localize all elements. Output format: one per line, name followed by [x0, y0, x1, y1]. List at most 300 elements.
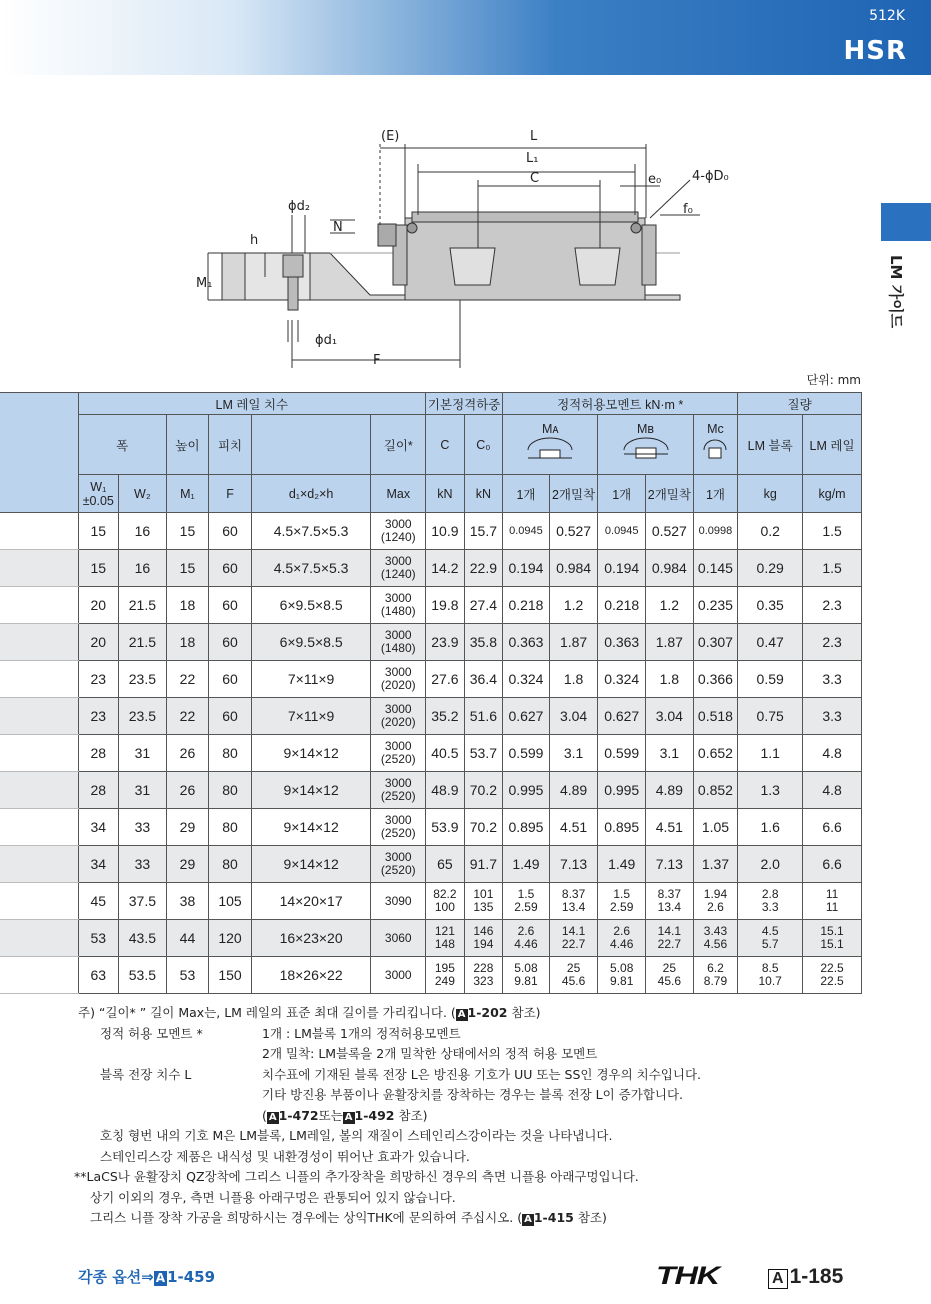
sub-w2: W₂	[119, 475, 167, 513]
row-blank-cell	[0, 883, 78, 920]
cell-ma-two-value: 0.527	[556, 523, 592, 539]
cell-mb-two	[646, 550, 694, 587]
cell-f-value: 60	[222, 523, 238, 539]
cell-ma-one	[503, 624, 550, 661]
cell-dh	[251, 587, 371, 624]
options-link[interactable]	[78, 1266, 215, 1287]
cell-mb-two-value: 0.984	[651, 560, 687, 576]
note-grease	[78, 1208, 607, 1229]
note-ref-open: (	[262, 1107, 267, 1123]
row-blank-cell	[0, 661, 78, 698]
cell-w2-value: 21.5	[128, 634, 156, 650]
cell-c0	[464, 624, 503, 661]
group-rail-dims: LM 레일 치수	[78, 393, 426, 415]
cell-m1	[166, 772, 209, 809]
cell-f	[209, 735, 252, 772]
cell-w1-value: 34	[90, 819, 107, 835]
cell-c0-value: 22.9	[469, 560, 498, 576]
cell-c-value: 65	[437, 856, 453, 872]
sub-max: Max	[371, 475, 426, 513]
cell-length-value: 3000	[384, 776, 412, 790]
cell-ma-one	[503, 735, 550, 772]
cell-length-value: 3000	[384, 665, 412, 679]
cell-w2-value: 21.5	[128, 597, 156, 613]
cell-w2-value: 31	[134, 745, 151, 761]
cell-mb-two	[646, 920, 694, 957]
cell-ma-one	[503, 513, 550, 550]
cell-ma-two-value: 25	[566, 961, 581, 975]
cell-length-value: 3000	[384, 702, 412, 716]
label-c: C	[530, 171, 540, 186]
cell-ma-one-value: 0.895	[508, 819, 544, 835]
moment-c-icon	[700, 436, 730, 464]
table-row	[0, 883, 862, 920]
cell-ma-one-value: 9.81	[514, 974, 538, 988]
cell-mb-two-value: 13.4	[657, 900, 682, 914]
cell-dh-value: 4.5×7.5×5.3	[273, 560, 349, 576]
label-d1: ϕd₁	[315, 333, 338, 348]
cell-ma-two-value: 1.8	[563, 671, 584, 687]
cell-mb-one	[598, 661, 646, 698]
cell-length-value: (2520)	[380, 789, 416, 803]
cell-m1	[166, 809, 209, 846]
cell-rail-mass-value: 4.8	[822, 782, 842, 798]
cell-c	[426, 550, 465, 587]
cell-c-value: 35.2	[431, 708, 459, 724]
note-length-max	[78, 1003, 541, 1024]
cell-mb-two-value: 22.7	[657, 937, 682, 951]
cell-ma-two	[549, 624, 598, 661]
cell-block-mass-value: 1.1	[760, 745, 780, 761]
cell-m1-value: 29	[179, 856, 196, 872]
cell-c0	[464, 957, 503, 994]
cell-c	[426, 513, 465, 550]
cell-mb-one-value: 0.324	[604, 671, 640, 687]
cell-length-value: (2020)	[380, 715, 416, 729]
page-number	[768, 1265, 843, 1289]
cell-c0-value: 15.7	[469, 523, 498, 539]
cell-w1	[78, 735, 119, 772]
table-row	[0, 772, 862, 809]
cell-block-mass-value: 0.59	[756, 671, 784, 687]
cell-rail-mass-value: 15.1	[820, 924, 844, 938]
cell-f	[209, 550, 252, 587]
note-ref-post: 참조)	[394, 1107, 428, 1123]
cell-block-mass-value: 2.8	[761, 887, 779, 901]
cell-block-mass	[738, 735, 803, 772]
cell-mb-one-value: 0.0945	[604, 525, 639, 537]
note-static-moment-two: 2개 밀착: LM블록을 2개 밀착한 상태에서의 정적 허용 모멘트	[262, 1046, 598, 1061]
cell-mb-two	[646, 661, 694, 698]
section-side-label	[885, 255, 925, 365]
cell-length-value: 3000	[384, 628, 412, 642]
cell-rail-mass	[803, 735, 862, 772]
cell-length	[371, 661, 426, 698]
cell-f-value: 60	[222, 671, 238, 687]
cell-dh-value: 9×14×12	[283, 745, 339, 761]
ref-1-202: 1-202	[467, 1005, 508, 1020]
cell-f	[209, 809, 252, 846]
head-mc-label: Mᴄ	[707, 422, 724, 436]
note-block-length-increase	[78, 1085, 684, 1106]
label-f0: f₀	[683, 202, 693, 217]
head-ma	[503, 415, 598, 475]
notes	[74, 1003, 701, 1229]
cell-rail-mass	[803, 550, 862, 587]
cell-length-value: 3000	[384, 591, 412, 605]
cell-f-value: 60	[222, 560, 238, 576]
cell-c	[426, 624, 465, 661]
sub-w1-label: W₁	[90, 479, 107, 494]
cell-mb-one	[598, 846, 646, 883]
cell-w2-value: 33	[134, 819, 151, 835]
cell-rail-mass	[803, 513, 862, 550]
table-row	[0, 661, 862, 698]
table-row	[0, 587, 862, 624]
cell-ma-two	[549, 698, 598, 735]
cell-c0	[464, 550, 503, 587]
row-blank-cell	[0, 550, 78, 587]
cell-w2-value: 23.5	[128, 671, 156, 687]
cell-w1-value: 23	[90, 708, 107, 724]
cell-c-value: 19.8	[431, 597, 459, 613]
cell-ma-one	[503, 957, 550, 994]
cell-rail-mass-value: 11	[825, 900, 839, 914]
cell-dh	[251, 772, 371, 809]
cell-rail-mass-value: 3.3	[822, 671, 842, 687]
cell-m1	[166, 624, 209, 661]
note-other	[78, 1188, 541, 1209]
cell-mc-one-value: 1.05	[701, 819, 730, 835]
label-n: N	[333, 220, 343, 235]
cell-w1-value: 15	[90, 560, 107, 576]
cell-mc-one	[693, 735, 738, 772]
cell-c0-value: 35.8	[469, 634, 498, 650]
cell-c-value: 121	[434, 924, 455, 938]
sub-kg: kg	[738, 475, 803, 513]
cell-f-value: 120	[218, 930, 242, 946]
cell-c-value: 14.2	[431, 560, 459, 576]
cell-c0	[464, 883, 503, 920]
head-mb-label: Mʙ	[637, 422, 655, 436]
cell-mc-one-value: 1.37	[701, 856, 730, 872]
cell-mb-two-value: 25	[662, 961, 677, 975]
cell-length	[371, 735, 426, 772]
cell-rail-mass-value: 3.3	[822, 708, 842, 724]
sub-mb-two: 2개밀착	[646, 475, 694, 513]
page-number-text: 1-185	[789, 1265, 844, 1288]
label-h: h	[250, 233, 259, 248]
sub-ma-two: 2개밀착	[549, 475, 598, 513]
cell-dh-value: 7×11×9	[287, 708, 335, 724]
cell-w1	[78, 624, 119, 661]
cell-ma-two	[549, 513, 598, 550]
cell-mc-one-value: 3.43	[703, 924, 728, 938]
cell-length	[371, 957, 426, 994]
cell-ma-two	[549, 957, 598, 994]
note-block-length-label: 블록 전장 치수 L	[100, 1066, 192, 1082]
cell-mb-two-value: 14.1	[657, 924, 682, 938]
cell-mb-one	[598, 809, 646, 846]
cell-dh	[251, 735, 371, 772]
section-tab	[881, 203, 931, 241]
cell-ma-one-value: 0.0945	[509, 525, 543, 537]
sub-kgm: kg/m	[803, 475, 862, 513]
label-m1: M₁	[196, 276, 213, 291]
cell-block-mass-value: 1.6	[760, 819, 780, 835]
cell-c0-value: 101	[473, 887, 494, 901]
cell-m1-value: 53	[179, 967, 196, 983]
cell-dh	[251, 661, 371, 698]
cell-ma-two-value: 7.13	[559, 856, 588, 872]
cell-block-mass-value: 2.0	[760, 856, 780, 872]
cell-dh-value: 9×14×12	[283, 782, 339, 798]
cell-mc-one-value: 8.79	[703, 974, 728, 988]
cell-block-mass	[738, 883, 803, 920]
cell-ma-two	[549, 550, 598, 587]
head-height: 높이	[166, 415, 209, 475]
cell-f-value: 80	[222, 782, 238, 798]
note-static-moment-label: 정적 허용 모멘트 *	[100, 1025, 203, 1041]
cell-mc-one	[693, 920, 738, 957]
cell-mc-one	[693, 883, 738, 920]
cell-rail-mass	[803, 883, 862, 920]
row-blank-cell	[0, 846, 78, 883]
cell-w1	[78, 883, 119, 920]
cell-length	[371, 624, 426, 661]
cell-block-mass-value: 0.47	[756, 634, 784, 650]
cell-dh-value: 9×14×12	[283, 856, 339, 872]
cell-c0-value: 27.4	[469, 597, 498, 613]
cell-rail-mass	[803, 587, 862, 624]
cell-mb-two-value: 45.6	[657, 974, 682, 988]
cell-w2	[119, 735, 167, 772]
cell-w2	[119, 698, 167, 735]
cell-mc-one-value: 6.2	[707, 961, 724, 975]
cell-dh	[251, 550, 371, 587]
cell-w1	[78, 550, 119, 587]
cell-mb-one	[598, 624, 646, 661]
cell-rail-mass-value: 15.1	[820, 937, 844, 951]
label-l1: L₁	[526, 151, 539, 166]
moment-a-icon	[520, 436, 580, 464]
cell-mb-one-value: 2.59	[610, 900, 634, 914]
cell-ma-two	[549, 735, 598, 772]
cell-c-value: 53.9	[431, 819, 459, 835]
cell-c0-value: 228	[473, 961, 494, 975]
cell-mb-two	[646, 587, 694, 624]
cell-w1-value: 28	[90, 745, 107, 761]
label-e: (E)	[381, 129, 400, 144]
cell-length-value: (1480)	[380, 641, 416, 655]
cell-rail-mass-value: 4.8	[822, 745, 842, 761]
cell-mb-two-value: 3.1	[659, 745, 680, 761]
cell-w2	[119, 661, 167, 698]
ref-a-tag-3: A	[344, 1111, 353, 1123]
cell-m1-value: 22	[179, 708, 196, 724]
cell-c	[426, 661, 465, 698]
note-other-text: 상기 이외의 경우, 측면 니플용 아래구멍은 관통되어 있지 않습니다.	[90, 1189, 456, 1205]
cell-ma-one	[503, 883, 550, 920]
dimension-drawing	[180, 120, 729, 370]
cell-rail-mass-value: 2.3	[822, 597, 842, 613]
header-blank-cell	[0, 393, 78, 513]
cell-ma-one	[503, 550, 550, 587]
cell-w2	[119, 957, 167, 994]
cell-mb-one-value: 0.218	[604, 597, 640, 613]
row-blank-cell	[0, 957, 78, 994]
cell-m1	[166, 920, 209, 957]
cell-mb-two-value: 4.51	[655, 819, 683, 835]
cell-w1-value: 63	[90, 967, 107, 983]
cell-m1	[166, 550, 209, 587]
cell-dh	[251, 513, 371, 550]
cell-f	[209, 772, 252, 809]
note-grease-pre: 그리스 니플 장착 가공을 희망하시는 경우에는 상익THK에 문의하여 주십시오. (	[90, 1210, 523, 1225]
cell-rail-mass-value: 22.5	[820, 974, 844, 988]
cell-mc-one-value: 0.0998	[698, 525, 733, 537]
cell-dh	[251, 920, 371, 957]
cell-w1	[78, 846, 119, 883]
cell-c0	[464, 772, 503, 809]
cell-ma-two-value: 22.7	[561, 937, 586, 951]
cell-block-mass-value: 4.5	[761, 924, 779, 938]
cell-dh	[251, 809, 371, 846]
cell-mb-one	[598, 772, 646, 809]
cell-ma-one-value: 0.627	[508, 708, 544, 724]
cell-m1	[166, 735, 209, 772]
cell-w1	[78, 513, 119, 550]
cell-block-mass	[738, 846, 803, 883]
cell-rail-mass	[803, 957, 862, 994]
cell-mb-two	[646, 624, 694, 661]
cell-dh	[251, 957, 371, 994]
cell-w1-value: 34	[90, 856, 107, 872]
row-blank-cell	[0, 735, 78, 772]
ref-a-tag-4: A	[524, 1214, 532, 1225]
cell-mb-one	[598, 883, 646, 920]
cell-mb-two	[646, 698, 694, 735]
cell-mb-two	[646, 846, 694, 883]
cell-length-value: (2520)	[380, 752, 416, 766]
cell-c-value: 23.9	[431, 634, 459, 650]
cell-mb-two	[646, 883, 694, 920]
cell-mb-one-value: 1.49	[608, 856, 636, 872]
cell-length	[371, 846, 426, 883]
table-row	[0, 513, 862, 550]
table-row	[0, 550, 862, 587]
cell-ma-two	[549, 883, 598, 920]
cell-m1-value: 15	[179, 560, 196, 576]
note-block-length	[78, 1065, 701, 1086]
row-blank-cell	[0, 772, 78, 809]
cell-length	[371, 809, 426, 846]
cell-w2	[119, 846, 167, 883]
cell-mb-one-value: 2.6	[613, 924, 631, 938]
cell-f	[209, 957, 252, 994]
note-block-length-ref	[78, 1106, 541, 1127]
cell-f	[209, 661, 252, 698]
cell-mc-one	[693, 513, 738, 550]
cell-length-value: 3000	[384, 517, 412, 531]
cell-mc-one	[693, 957, 738, 994]
cell-f-value: 105	[218, 893, 242, 909]
cell-c0-value: 70.2	[469, 819, 498, 835]
cell-ma-one	[503, 846, 550, 883]
cell-w2	[119, 772, 167, 809]
cell-mc-one-value: 1.94	[703, 887, 728, 901]
cell-f	[209, 883, 252, 920]
section-side-label-text: LM 가이드	[887, 255, 905, 329]
header-banner	[0, 0, 931, 75]
cell-length-value: (1480)	[380, 604, 416, 618]
ref-1-472: 1-472	[278, 1107, 319, 1123]
cell-mc-one-value: 2.6	[707, 900, 724, 914]
cell-mb-one-value: 0.599	[604, 745, 640, 761]
cell-ma-one-value: 0.324	[508, 671, 544, 687]
cell-ma-two-value: 8.37	[561, 887, 586, 901]
cell-ma-one-value: 2.6	[517, 924, 535, 938]
cell-m1-value: 18	[179, 597, 196, 613]
cell-mc-one	[693, 624, 738, 661]
cell-w2-value: 16	[134, 523, 151, 539]
cell-mc-one	[693, 661, 738, 698]
cell-rail-mass-value: 6.6	[822, 819, 842, 835]
cell-ma-one	[503, 920, 550, 957]
cell-rail-mass	[803, 920, 862, 957]
cell-length	[371, 587, 426, 624]
cell-w1-value: 28	[90, 782, 107, 798]
cell-f-value: 80	[222, 856, 238, 872]
cell-w2	[119, 920, 167, 957]
note-lacs	[74, 1167, 639, 1188]
cell-block-mass	[738, 920, 803, 957]
cell-length-value: (1240)	[380, 567, 416, 581]
sub-m1: M₁	[166, 475, 209, 513]
group-static-moment: 정적허용모멘트 kN·m *	[503, 393, 738, 415]
note-block-length-increase-text: 기타 방진용 부품이나 윤활장치를 장착하는 경우는 블록 전장 L이 증가합니다.	[262, 1087, 684, 1102]
cell-c0	[464, 735, 503, 772]
note-ref-mid: 또는	[318, 1107, 343, 1123]
cell-ma-one-value: 0.194	[508, 560, 544, 576]
label-l: L	[530, 129, 538, 144]
cell-f	[209, 513, 252, 550]
cell-ma-one	[503, 698, 550, 735]
cell-m1-value: 22	[179, 671, 196, 687]
note-length-post: 참조)	[507, 1005, 541, 1020]
cell-block-mass	[738, 772, 803, 809]
cell-mb-one-value: 0.995	[604, 782, 640, 798]
sub-kn-c: kN	[426, 475, 465, 513]
product-title: HSR	[843, 36, 907, 66]
cell-w1-value: 20	[90, 634, 107, 650]
cell-m1	[166, 661, 209, 698]
cell-w1	[78, 957, 119, 994]
cell-f	[209, 698, 252, 735]
options-label: 각종 옵션⇒	[78, 1268, 154, 1286]
cell-c-value: 195	[434, 961, 455, 975]
cell-w1	[78, 772, 119, 809]
cell-w2-value: 16	[134, 560, 151, 576]
head-pitch: 피치	[209, 415, 252, 475]
cell-mb-two	[646, 513, 694, 550]
cell-mb-two	[646, 735, 694, 772]
note-static-moment-two-row	[78, 1044, 598, 1065]
cell-ma-two	[549, 920, 598, 957]
cell-f	[209, 624, 252, 661]
cell-c	[426, 957, 465, 994]
table-row	[0, 920, 862, 957]
